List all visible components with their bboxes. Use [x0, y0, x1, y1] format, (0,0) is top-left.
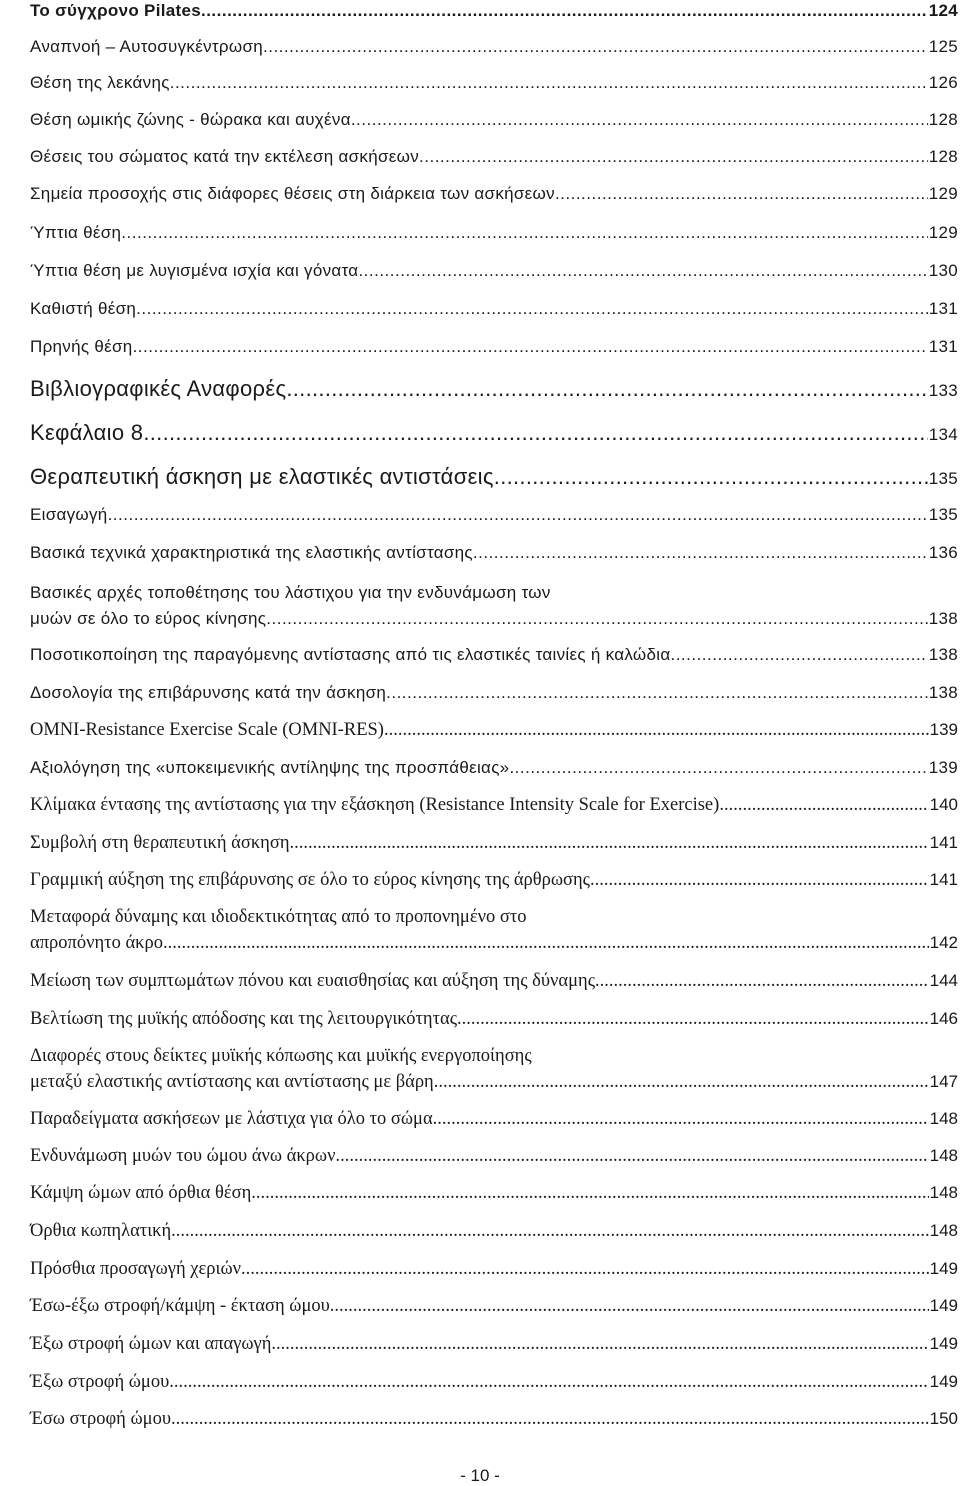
toc-entry-title: Αναπνοή – Αυτοσυγκέντρωση: [30, 37, 263, 56]
toc-leader: [241, 1259, 929, 1280]
toc-entry-title: Γραμμική αύξηση της επιβάρυνσης σε όλο το εύρος κίνησης της άρθρωσης: [30, 870, 591, 890]
toc-leader: [590, 870, 929, 891]
toc-entry-title: Βελτίωση της μυϊκής απόδοσης και της λειτουργικότητας: [30, 1009, 458, 1029]
toc-entry-title-line1: Βασικές αρχές τοποθέτησης του λάστιχου για την ενδυνάμωση των: [30, 583, 551, 602]
toc-entry[interactable]: [30, 376, 958, 402]
toc-leader: [335, 1146, 928, 1167]
toc-entry-title: Σημεία προσοχής στις διάφορες θέσεις στη διάρκεια των ασκήσεων: [30, 184, 555, 203]
toc-page-number: 135: [928, 469, 958, 488]
toc-entry[interactable]: [30, 720, 958, 741]
toc-page-number: 126: [928, 73, 958, 92]
toc-leader: [351, 110, 928, 130]
toc-leader: [433, 1109, 929, 1130]
toc-entry-title: Κλίμακα έντασης της αντίστασης για την εξάσκηση (Resistance Intensity Scale for Exercise): [30, 795, 720, 815]
toc-entry[interactable]: [30, 1221, 958, 1242]
toc-entry[interactable]: [30, 583, 958, 629]
toc-entry[interactable]: [30, 184, 958, 204]
toc-leader: [290, 833, 929, 854]
toc-page-number: 125: [928, 37, 958, 56]
toc-entry[interactable]: [30, 1009, 958, 1030]
toc-page-number: 142: [929, 933, 958, 952]
toc-leader: [286, 376, 927, 402]
toc-entry-title: Μείωση των συμπτωμάτων πόνου και ευαισθησίας και αύξηση της δύναμης: [30, 971, 596, 991]
toc-page-number: 138: [928, 645, 958, 664]
toc-page-number: 146: [929, 1009, 958, 1028]
toc-leader: [595, 971, 929, 992]
toc-leader: [171, 1409, 929, 1430]
toc-entry[interactable]: [30, 464, 958, 490]
toc-entry[interactable]: [30, 1409, 958, 1430]
toc-page-number: 131: [928, 337, 958, 356]
toc-entry[interactable]: [30, 110, 958, 130]
toc-entry[interactable]: [30, 223, 958, 243]
toc-page-number: 124: [928, 1, 958, 20]
toc-entry-title: Βασικά τεχνικά χαρακτηριστικά της ελαστικής αντίστασης: [30, 543, 473, 562]
toc-entry-title: Θέσεις του σώματος κατά την εκτέλεση ασκήσεων: [30, 147, 420, 166]
toc-entry[interactable]: [30, 1296, 958, 1317]
toc-entry[interactable]: [30, 505, 958, 525]
toc-leader: [263, 37, 928, 57]
toc-leader: [171, 1221, 928, 1242]
toc-leader: [169, 1372, 928, 1393]
toc-entry[interactable]: [30, 1183, 958, 1204]
toc-entry[interactable]: [30, 971, 958, 992]
toc-page-number: 149: [929, 1372, 958, 1391]
toc-entry[interactable]: [30, 147, 958, 167]
toc-entry-title: Πρόσθια προσαγωγή χεριών: [30, 1259, 242, 1279]
toc-entry[interactable]: [30, 261, 958, 281]
toc-entry-title: Αξιολόγηση της «υποκειμενικής αντίληψης της προσπάθειας»: [30, 758, 510, 777]
toc-page-number: 139: [929, 720, 958, 739]
toc-leader: [266, 609, 927, 629]
page-number-footer: - 10 -: [460, 1466, 500, 1485]
toc-entry-title: Έξω στροφή ώμου: [30, 1372, 170, 1392]
toc-page-number: 147: [929, 1072, 958, 1091]
toc-page-number: 141: [929, 833, 958, 852]
toc-page-number: 131: [928, 299, 958, 318]
toc-page-number: 148: [929, 1109, 958, 1128]
toc-leader: [457, 1009, 929, 1030]
toc-entry-title: Θέση ωμικής ζώνης - θώρακα και αυχένα: [30, 110, 351, 129]
toc-page-number: 150: [929, 1409, 958, 1428]
toc-page-number: 141: [929, 870, 958, 889]
toc-entry[interactable]: [30, 833, 958, 854]
toc-page-number: 148: [929, 1221, 958, 1240]
toc-leader: [170, 73, 928, 93]
toc-leader: [419, 147, 928, 167]
toc-page-number: 136: [928, 543, 958, 562]
toc-page-number: 149: [929, 1296, 958, 1315]
toc-entry[interactable]: [30, 1046, 958, 1093]
toc-entry-title: Θέση της λεκάνης: [30, 73, 170, 92]
toc-entry[interactable]: [30, 37, 958, 57]
toc-entry[interactable]: [30, 795, 958, 816]
toc-page-number: 128: [928, 110, 958, 129]
toc-leader: [108, 505, 928, 525]
toc-entry[interactable]: [30, 907, 958, 954]
toc-entry-title: Έξω στροφή ώμων και απαγωγή: [30, 1334, 272, 1354]
toc-page-number: 149: [929, 1334, 958, 1353]
toc-entry-title-line2: μυών σε όλο το εύρος κίνησης: [30, 609, 267, 628]
toc-entry-title: Κεφάλαιο 8: [30, 420, 144, 445]
toc-page-number: 148: [929, 1183, 958, 1202]
toc-leader: [136, 299, 928, 319]
toc-entry-title: Θεραπευτική άσκηση με ελαστικές αντιστάσεις: [30, 464, 494, 489]
toc-entry[interactable]: [30, 645, 958, 665]
toc-page-number: 129: [928, 184, 958, 203]
toc-page-number: 135: [928, 505, 958, 524]
toc-entry-title: Κάμψη ώμων από όρθια θέση: [30, 1183, 252, 1203]
toc-entry[interactable]: [30, 73, 958, 93]
toc-entry[interactable]: [30, 1146, 958, 1167]
toc-entry-title: OMNI-Resistance Exercise Scale (OMNI-RES): [30, 720, 384, 740]
toc-entry-title: Ύπτια θέση: [30, 223, 122, 242]
toc-entry-title: Εισαγωγή: [30, 505, 108, 524]
toc-leader: [251, 1183, 928, 1204]
toc-page-number: 128: [928, 147, 958, 166]
toc-entry[interactable]: [30, 1259, 958, 1280]
toc-entry-title: Συμβολή στη θεραπευτική άσκηση: [30, 833, 290, 853]
toc-entry-title: Όρθια κωπηλατική: [30, 1221, 172, 1241]
toc-page-number: 148: [929, 1146, 958, 1165]
toc-entry-title: Ποσοτικοποίηση της παραγόμενης αντίστασης από τις ελαστικές ταινίες ή καλώδια: [30, 645, 671, 664]
toc-entry[interactable]: [30, 1109, 958, 1130]
toc-page-number: 149: [929, 1259, 958, 1278]
toc-leader: [358, 261, 927, 281]
toc-leader: [509, 758, 927, 778]
toc-page-number: 130: [928, 261, 958, 280]
toc-entry-title: Έσω στροφή ώμου: [30, 1409, 171, 1429]
toc-leader: [133, 337, 928, 357]
toc-leader: [386, 683, 928, 703]
toc-page-number: 139: [928, 758, 958, 777]
toc-entry[interactable]: [30, 420, 958, 446]
toc-leader: [555, 184, 928, 204]
toc-leader: [201, 1, 928, 21]
toc-leader: [434, 1072, 929, 1093]
toc-leader: [670, 645, 927, 665]
toc-entry[interactable]: [30, 1334, 958, 1355]
toc-page-number: 138: [928, 683, 958, 702]
toc-leader: [473, 543, 928, 563]
toc-leader: [494, 464, 928, 490]
toc-entry-title-line1: Διαφορές στους δείκτες μυϊκής κόπωσης και μυϊκής ενεργοποίησης: [30, 1046, 532, 1066]
toc-entry[interactable]: [30, 758, 958, 778]
toc-entry-title: Πρηνής θέση: [30, 337, 133, 356]
toc-entry-title: Το σύγχρονο Pilates: [30, 1, 201, 20]
toc-entry-title: Έσω-έξω στροφή/κάμψη - έκταση ώμου: [30, 1296, 330, 1316]
toc-page-number: 138: [928, 609, 958, 628]
toc-leader: [271, 1334, 928, 1355]
toc-page-number: 140: [929, 795, 958, 814]
toc-entry[interactable]: [30, 337, 958, 357]
toc-entry[interactable]: [30, 1372, 958, 1393]
toc-page-number: 133: [928, 381, 958, 400]
toc-page-number: 134: [928, 425, 958, 444]
toc-entry-title: Βιβλιογραφικές Αναφορές: [30, 376, 287, 401]
toc-entry[interactable]: [30, 870, 958, 891]
toc-leader: [719, 795, 928, 816]
toc-entry[interactable]: [30, 1, 958, 21]
toc-entry[interactable]: [30, 683, 958, 703]
toc-page-number: 129: [928, 223, 958, 242]
toc-leader: [163, 933, 929, 954]
toc-entry-title: Δοσολογία της επιβάρυνσης κατά την άσκηση: [30, 683, 387, 702]
toc-entry-title: Καθιστή θέση: [30, 299, 137, 318]
toc-leader: [121, 223, 927, 243]
toc-entry-title: Παραδείγματα ασκήσεων με λάστιχα για όλο το σώμα: [30, 1109, 433, 1129]
toc-entry-title-line2: μεταξύ ελαστικής αντίστασης και αντίστασης με βάρη: [30, 1072, 434, 1092]
toc-entry-title: Ενδυνάμωση μυών του ώμου άνω άκρων: [30, 1146, 336, 1166]
toc-leader: [384, 720, 929, 741]
toc-entry-title: Ύπτια θέση με λυγισμένα ισχία και γόνατα: [30, 261, 359, 280]
toc-page-number: 144: [929, 971, 958, 990]
toc-entry[interactable]: [30, 543, 958, 563]
toc-entry-title-line2: απροπόνητο άκρο: [30, 933, 163, 953]
toc-leader: [330, 1296, 929, 1317]
toc-leader: [143, 420, 927, 446]
toc-entry[interactable]: [30, 299, 958, 319]
toc-entry-title-line1: Μεταφορά δύναμης και ιδιοδεκτικότητας από το προπονημένο στο: [30, 907, 527, 927]
